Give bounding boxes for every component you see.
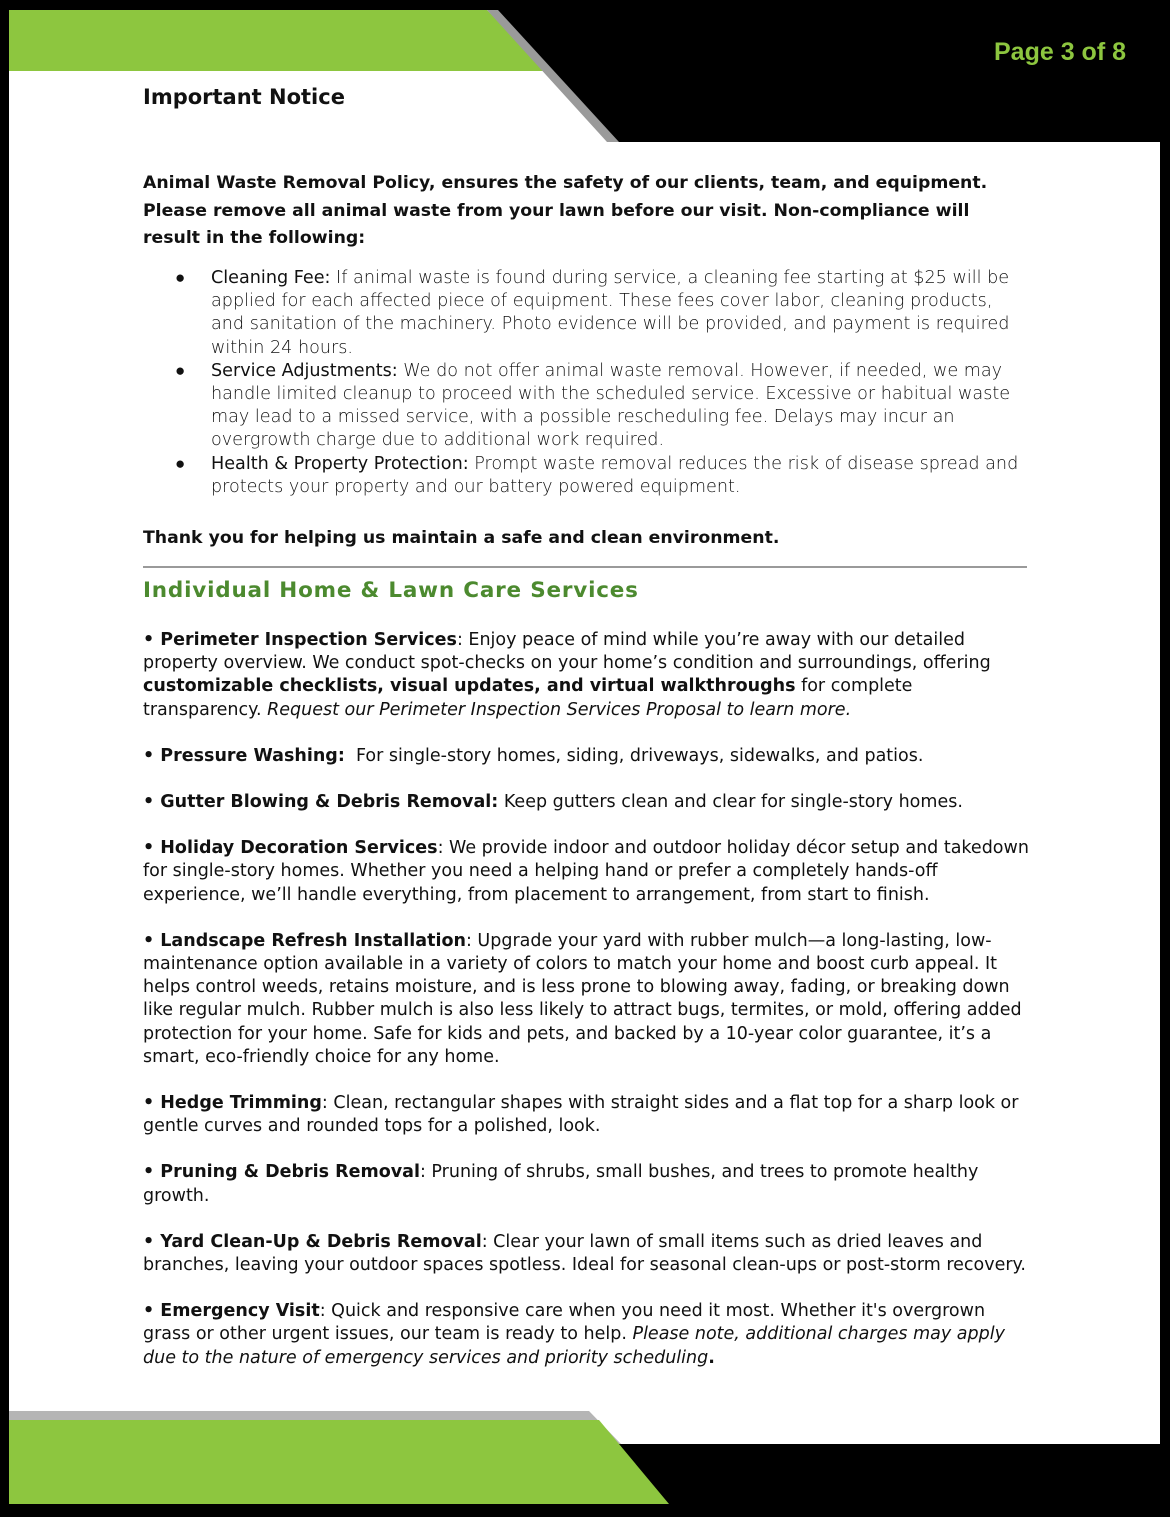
policy-item-text: If animal waste is found during service, a cleaning fee starting at $25 will be applied for each affected piece of equipment. These fees cover labor, cleaning products, and sanitation of the machinery. Photo evidence will be provided, and payment is required within 24 hours.	[211, 268, 1010, 358]
service-bullet: •	[143, 1162, 161, 1183]
policy-item-service-adjustments	[143, 360, 1023, 453]
service-landscape-refresh	[143, 930, 1033, 1069]
bullet-icon: ●	[175, 360, 186, 381]
services-list	[143, 629, 1033, 1393]
service-text: : Clean, rectangular shapes with straight sides and a flat top for a sharp look or gentle curves and rounded tops for a polished, look.	[143, 1093, 1019, 1137]
policy-item-health-protection	[143, 453, 1023, 499]
service-bullet: •	[143, 1301, 161, 1322]
services-heading: Individual Home & Lawn Care Services	[143, 578, 639, 603]
service-text: : Upgrade your yard with rubber mulch—a long-lasting, low-maintenance option available in a variety of colors to match your home and boost curb appeal. It helps control weeds, retains moisture, and is less prone to blowing away, fading, or breaking down like regular mulch. Rubber mulch is also less likely to attract bugs, termites, or mold, offering added protection for your home. Safe for kids and pets, and backed by a 10-year color guarantee, it’s a smart, eco-friendly choice for any home.	[143, 930, 1022, 1067]
document-page	[9, 10, 1160, 1504]
notice-intro: Animal Waste Removal Policy, ensures the safety of our clients, team, and equipment. Please remove all animal waste from your lawn before our visit. Non-compliance will result in the following:	[143, 173, 988, 248]
service-label: Perimeter Inspection Services	[160, 630, 457, 650]
service-text: : Enjoy peace of mind while you’re away with our detailed property overview. We conduct spot-checks on your home’s condition and surroundings, offering	[143, 630, 991, 674]
service-bullet: •	[143, 838, 161, 859]
service-emergency-visit	[143, 1300, 1033, 1370]
thanks-note: Thank you for helping us maintain a safe and clean environment.	[143, 528, 780, 548]
section-divider	[143, 566, 1027, 568]
service-holiday-decoration	[143, 837, 1033, 907]
service-label: Hedge Trimming	[160, 1093, 322, 1114]
service-hedge-trimming	[143, 1092, 1033, 1138]
service-gutter-blowing	[143, 791, 1033, 814]
service-label: Pressure Washing:	[160, 745, 345, 766]
service-text: : Clear your lawn of small items such as dried leaves and branches, leaving your outdoor spaces spotless. Ideal for seasonal clean-ups or post-storm recovery.	[143, 1231, 1026, 1276]
bottom-black-band	[587, 1444, 1160, 1504]
service-text: : Pruning of shrubs, small bushes, and trees to promote healthy growth.	[143, 1162, 979, 1206]
service-note: Please note, additional charges may apply due to the nature of emergency services and priority scheduling	[143, 1324, 1005, 1368]
service-label: Pruning & Debris Removal	[160, 1162, 420, 1183]
service-note: Request our Perimeter Inspection Services Proposal to learn more.	[267, 699, 852, 720]
service-perimeter-inspection	[143, 629, 1033, 722]
policy-item-label: Service Adjustments:	[211, 360, 398, 381]
service-text: for complete transparency.	[143, 676, 913, 720]
policy-item-text: We do not offer animal waste removal. However, if needed, we may handle limited cleanup to proceed with the scheduled service. Excessive or habitual waste may lead to a missed service, with a possible rescheduling fee. Delays may incur an overgrowth charge due to additional work required.	[211, 360, 1011, 451]
service-label: Gutter Blowing & Debris Removal:	[160, 792, 499, 813]
bullet-icon: ●	[175, 268, 186, 288]
service-text: For single-story homes, siding, driveways, sidewalks, and patios.	[344, 745, 924, 766]
service-text: : Quick and responsive care when you need it most. Whether it's overgrown grass or other urgent issues, our team is ready to help.	[143, 1301, 986, 1345]
service-bullet: •	[143, 1093, 161, 1114]
service-bullet: •	[143, 1231, 161, 1252]
service-text: Keep gutters clean and clear for single-story homes.	[498, 792, 963, 813]
service-highlight: customizable checklists, visual updates, and virtual walkthroughs	[143, 676, 796, 697]
service-end: .	[708, 1347, 715, 1368]
service-label: Landscape Refresh Installation	[160, 930, 466, 951]
policy-item-label: Health & Property Protection:	[211, 453, 469, 474]
policy-list	[143, 267, 1023, 499]
service-pressure-washing	[143, 745, 1033, 768]
service-bullet: •	[143, 745, 161, 766]
bullet-icon: ●	[175, 453, 186, 474]
service-label: Holiday Decoration Services	[160, 838, 438, 859]
top-green-band	[9, 10, 547, 71]
service-bullet: •	[143, 930, 161, 951]
page-number: Page 3 of 8	[994, 38, 1126, 66]
service-pruning	[143, 1161, 1033, 1207]
policy-item-label: Cleaning Fee:	[211, 268, 331, 288]
service-label: Yard Clean-Up & Debris Removal	[160, 1231, 482, 1252]
service-bullet: •	[143, 792, 161, 813]
policy-item-text: Prompt waste removal reduces the risk of disease spread and protects your property and our battery powered equipment.	[211, 453, 1019, 497]
service-bullet: •	[143, 630, 161, 650]
service-text: : We provide indoor and outdoor holiday décor setup and takedown for single-story homes. Whether you need a helping hand or prefer a completely hands-off experience, we’ll handle everything, from placement to arrangement, from start to finish.	[143, 838, 1029, 905]
bottom-green-band	[9, 1420, 669, 1504]
service-yard-cleanup	[143, 1231, 1033, 1277]
service-label: Emergency Visit	[160, 1301, 320, 1322]
policy-item-cleaning-fee	[143, 267, 1023, 360]
notice-title: Important Notice	[143, 85, 345, 109]
